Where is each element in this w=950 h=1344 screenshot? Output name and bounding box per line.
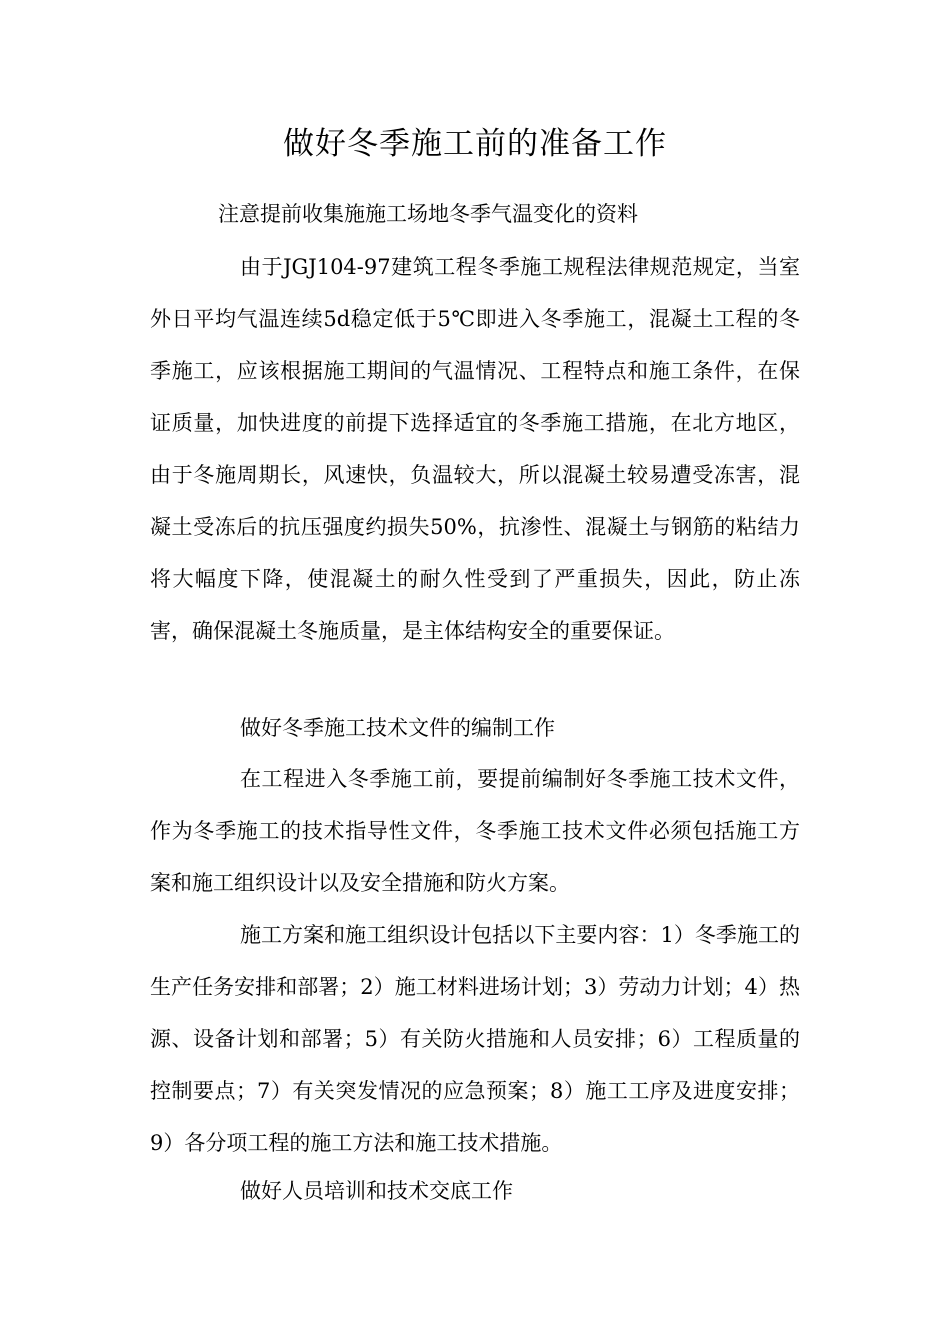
paragraph-technical-documents: 在工程进入冬季施工前，要提前编制好冬季施工技术文件，作为冬季施工的技术指导性文件，冬季施工技术文件必须包括施工方案和施工组织设计以及安全措施和防火方案。 [150, 767, 800, 895]
paragraph-winter-construction-standard: 由于JGJ104-97建筑工程冬季施工规程法律规范规定，当室外日平均气温连续5d稳定低于5℃即进入冬季施工，混凝土工程的冬季施工，应该根据施工期间的气温情况、工程特点和施工条件，在保证质量，加快进度的前提下选择适宜的冬季施工措施，在北方地区，由于冬施周期长，风速快，负温较大，所以混凝土较易遭受冻害，混凝土受冻后的抗压强度约损失50%，抗渗性、混凝土与钢筋的粘结力将大幅度下降，使混凝土的耐久性受到了严重损失，因此，防止冻害，确保混凝土冬施质量，是主体结构安全的重要保证。 [150, 255, 800, 643]
document-title: 做好冬季施工前的准备工作 [283, 126, 667, 162]
section-heading-technical-documents: 做好冬季施工技术文件的编制工作 [240, 716, 555, 740]
paragraph-construction-plan-contents: 施工方案和施工组织设计包括以下主要内容：1）冬季施工的生产任务安排和部署；2）施工材料进场计划；3）劳动力计划；4）热源、设备计划和部署；5）有关防火措施和人员安排；6）工程质量的控制要点；7）有关突发情况的应急预案；8）施工工序及进度安排；9）各分项工程的施工方法和施工技术措施。 [150, 923, 800, 1155]
section-heading-temperature-data: 注意提前收集施施工场地冬季气温变化的资料 [218, 202, 638, 226]
section-heading-personnel-training: 做好人员培训和技术交底工作 [240, 1179, 513, 1203]
